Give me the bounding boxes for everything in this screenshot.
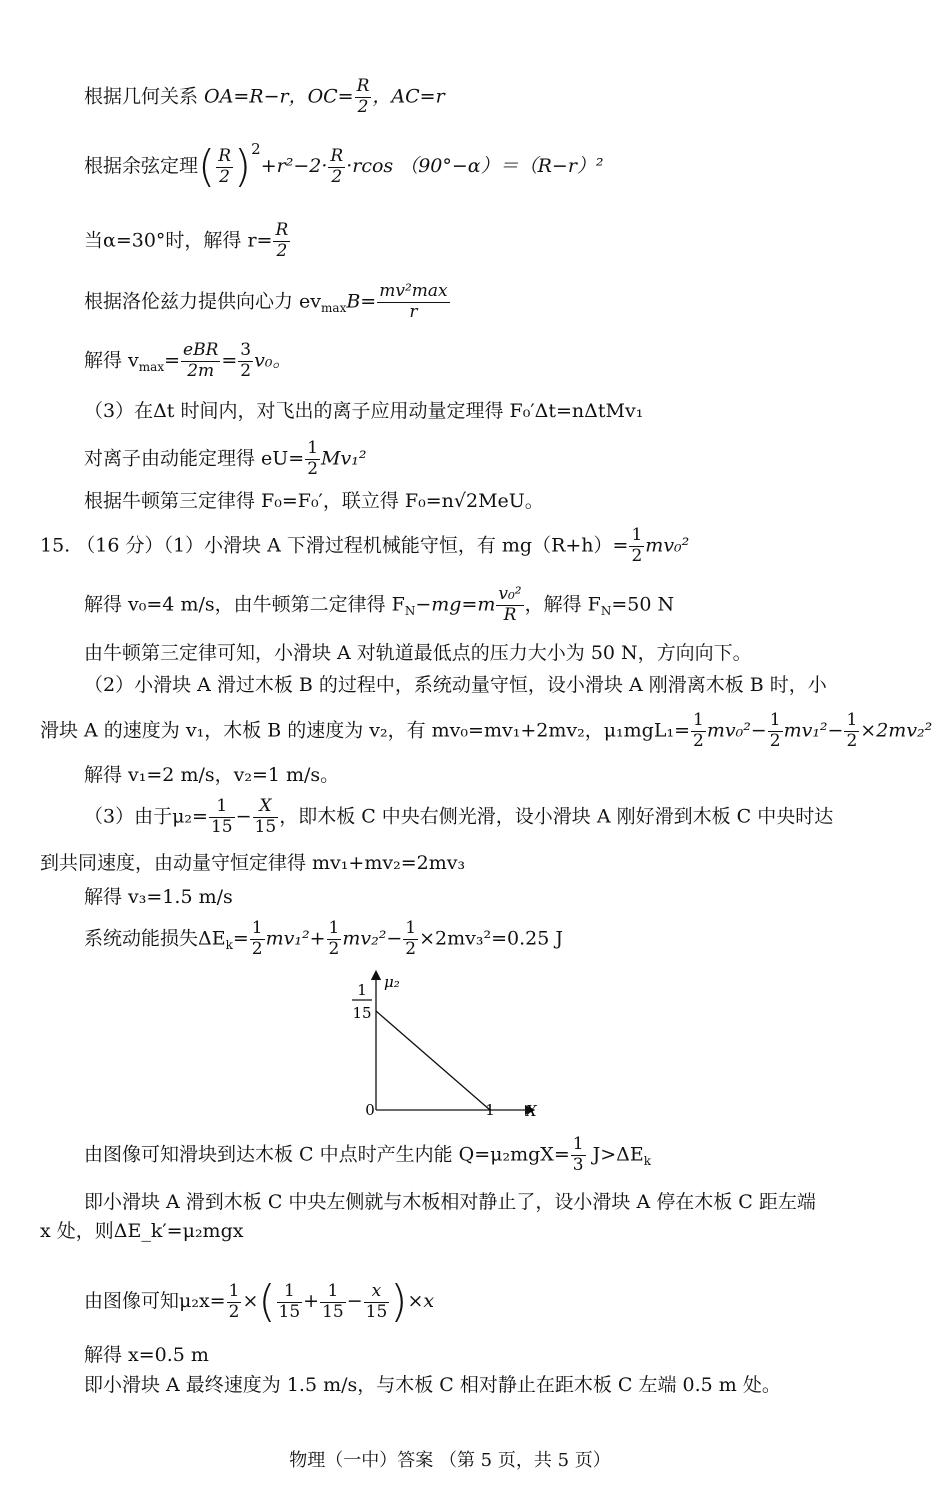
line-common-velocity: 到共同速度，由动量守恒定律得 mv₁+mv₂=2mv₃	[40, 852, 466, 874]
line-newton-third: 根据牛顿第三定律得 F₀=F₀′，联立得 F₀=n√2MeU。	[84, 490, 544, 512]
line-part2-equations: 滑块 A 的速度为 v₁，木板 B 的速度为 v₂，有 mv₀=mv₁+2mv₂，μ₁mgL₁= $\frac{1}{2}$ mv₀²− $\frac{1}{2}$ mv₁²− $\frac{1}{2}$ ×2mv₂²	[40, 710, 932, 751]
origin-label: 0	[365, 1101, 375, 1119]
y-axis-label: μ₂	[384, 973, 400, 991]
line-lorentz: 根据洛伦兹力提供向心力 $ev_{max}B=$ $\frac{\text{mv²max}}{r}$	[84, 281, 448, 322]
mu2-vs-x-graph	[330, 965, 560, 1125]
x-tick-label: 1	[485, 1101, 495, 1119]
line-internal-energy: 由图像可知滑块到达木板 C 中点时产生内能 Q=μ₂mgX= $\frac{1}{3}$ $J>\Delta E_k$	[84, 1134, 652, 1175]
line-cosine-law: 根据余弦定理( $\frac{R}{2}$ )$^2$+r²−2· $\frac{R}{2}$ ·rcos （90°−α）＝（R−r）²	[84, 140, 604, 192]
line-pressure: 由牛顿第三定律可知，小滑块 A 对轨道最低点的压力大小为 50 N，方向向下。	[84, 642, 752, 664]
line-part3-mu2: （3）由于μ₂= $\frac{1}{15}$ − $\frac{X}{15}$ ，即木板 C 中央右侧光滑，设小滑块 A 刚好滑到木板 C 中央时达	[84, 796, 834, 837]
line-energy-loss: 系统动能损失$\Delta E_k=$ $\frac{1}{2}$ mv₁²+ $\frac{1}{2}$ mv₂²− $\frac{1}{2}$ ×2mv₃²=0.25 J	[84, 918, 563, 959]
line-relative-rest: 即小滑块 A 滑到木板 C 中央左侧就与木板相对静止了，设小滑块 A 停在木板 C 距左端	[84, 1191, 816, 1213]
line-mu2x: 由图像可知μ₂x= $\frac{1}{2}$ ×( $\frac{1}{15}$ + $\frac{1}{15}$ − $\frac{x}{15}$ )×x	[84, 1276, 435, 1327]
line-part3-momentum: （3）在Δt 时间内，对飞出的离子应用动量定理得 F₀′Δt=nΔtMv₁	[84, 400, 644, 422]
line-x-result: 解得 x=0.5 m	[84, 1344, 209, 1366]
line-final-answer: 即小滑块 A 最终速度为 1.5 m/s，与木板 C 相对静止在距木板 C 左端 0.5 m 处。	[84, 1374, 781, 1396]
line-geometry: 根据几何关系 OA=R−r，OC= $\frac{R}{2}$ ，AC=r	[84, 76, 445, 117]
x-axis-label: X	[526, 1102, 537, 1120]
line-part2-intro: （2）小滑块 A 滑过木板 B 的过程中，系统动量守恒，设小滑块 A 刚滑离木板 B 时，小	[84, 674, 827, 696]
page-footer: 物理（一中）答案 （第 5 页，共 5 页）	[289, 1450, 611, 1471]
line-delta-ek-prime: x 处，则ΔE_k′=μ₂mgx	[40, 1220, 244, 1242]
line-vmax: 解得 $v_{max}=$ $\frac{\text{eBR}}{2m}$ = $\frac{3}{2}$ v₀。	[84, 340, 292, 381]
y-tick-denominator: 15	[352, 1004, 372, 1022]
line-energy-theorem: 对离子由动能定理得 eU= $\frac{1}{2}$ Mv₁²	[84, 438, 367, 479]
line-v1-v2: 解得 v₁=2 m/s，v₂=1 m/s。	[84, 764, 340, 786]
line-q15-part1: 15. （16 分）（1）小滑块 A 下滑过程机械能守恒，有 mg（R+h）= $\frac{1}{2}$ mv₀²	[40, 525, 690, 566]
line-v3: 解得 v₃=1.5 m/s	[84, 886, 233, 908]
line-v0-fn: 解得 v₀=4 m/s，由牛顿第二定律得 $F_N-mg=m$ $\frac{\text{v₀²}}{R}$ ，解得 $F_N=50$ N	[84, 584, 675, 625]
mu2-line	[376, 1011, 490, 1110]
y-tick-numerator: 1	[357, 981, 367, 999]
line-alpha-30: 当α=30°时，解得 r= $\frac{R}{2}$	[84, 220, 289, 261]
